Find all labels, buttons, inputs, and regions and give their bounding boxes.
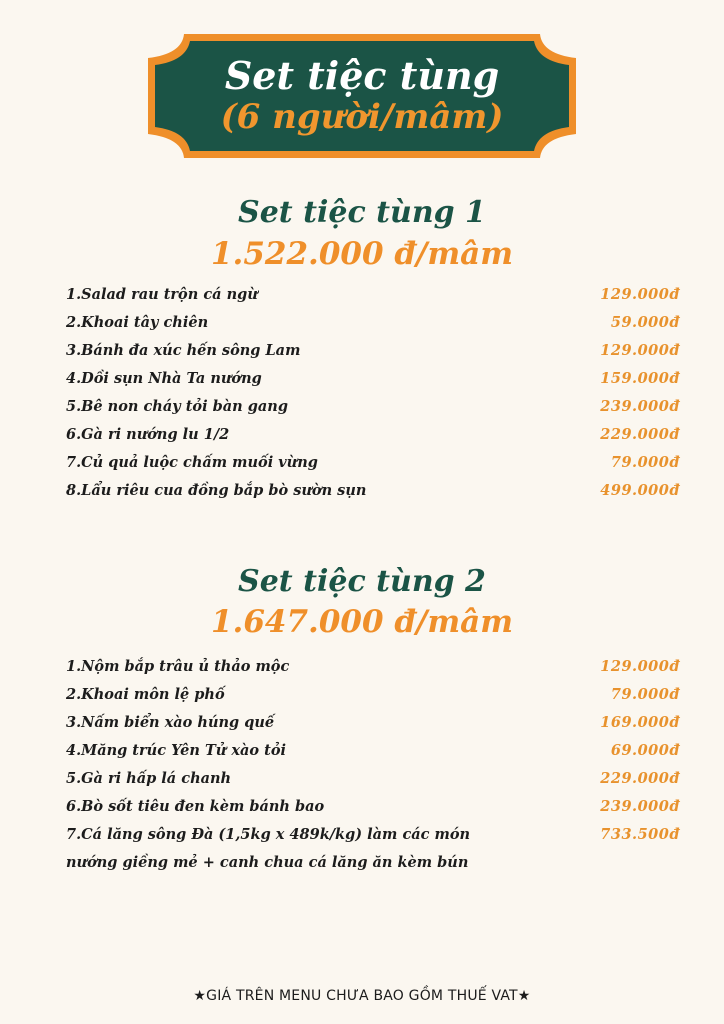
menu-item-name: 7.Củ quả luộc chấm muối vừng <box>66 454 318 471</box>
banner-subtitle: (6 người/mâm) <box>220 97 504 137</box>
menu-item-price: 229.000đ <box>600 770 680 787</box>
menu-item <box>66 314 680 342</box>
set-1-price: 1.522.000 đ/mâm <box>210 236 514 272</box>
menu-item-price: 239.000đ <box>600 398 680 415</box>
menu-item-name: 3.Nấm biển xào húng quế <box>66 714 275 731</box>
menu-item <box>66 482 680 510</box>
set-2-menu-list <box>66 658 680 882</box>
banner-title: Set tiệc tùng <box>224 53 500 98</box>
menu-item <box>66 398 680 426</box>
menu-item-name: 1.Salad rau trộn cá ngừ <box>66 286 258 303</box>
menu-item-name: 2.Khoai tây chiên <box>66 314 209 331</box>
menu-item <box>66 770 680 798</box>
menu-item <box>66 454 680 482</box>
set-1-menu-list <box>66 286 680 510</box>
menu-item-name: 7.Cá lăng sông Đà (1,5kg x 489k/kg) làm các món <box>66 826 471 843</box>
set-2-price: 1.647.000 đ/mâm <box>210 604 514 640</box>
menu-item-name: 5.Gà ri hấp lá chanh <box>66 770 232 787</box>
menu-item-name: 4.Dồi sụn Nhà Ta nướng <box>66 370 262 387</box>
menu-item <box>66 342 680 370</box>
menu-item <box>66 658 680 686</box>
menu-item-price: 129.000đ <box>600 658 680 675</box>
menu-item-price: 733.500đ <box>600 826 680 843</box>
menu-item-price: 129.000đ <box>600 286 680 303</box>
menu-item-price: 229.000đ <box>600 426 680 443</box>
menu-item-name: 3.Bánh đa xúc hến sông Lam <box>66 342 301 359</box>
menu-item-continuation: nướng giềng mẻ + canh chua cá lăng ăn kèm bún <box>66 854 469 871</box>
menu-item-price: 239.000đ <box>600 798 680 815</box>
menu-item-price: 59.000đ <box>610 314 680 331</box>
menu-item-name: 6.Gà ri nướng lu 1/2 <box>66 426 230 443</box>
menu-item <box>66 370 680 398</box>
menu-item <box>66 686 680 714</box>
set-2-title: Set tiệc tùng 2 <box>238 564 486 599</box>
menu-item-name: 8.Lẩu riêu cua đồng bắp bò sườn sụn <box>66 482 367 499</box>
menu-item <box>66 714 680 742</box>
menu-item <box>66 742 680 770</box>
menu-item-price: 79.000đ <box>610 454 680 471</box>
menu-item-price: 499.000đ <box>600 482 680 499</box>
menu-item <box>66 426 680 454</box>
menu-item-price: 159.000đ <box>600 370 680 387</box>
vat-notice: ★GIÁ TRÊN MENU CHƯA BAO GỒM THUẾ VAT★ <box>193 988 531 1004</box>
menu-item-name: 4.Măng trúc Yên Tử xào tỏi <box>66 742 286 759</box>
menu-item-price: 169.000đ <box>600 714 680 731</box>
menu-header-banner <box>144 30 580 162</box>
menu-item-price: 69.000đ <box>610 742 680 759</box>
menu-item <box>66 798 680 826</box>
menu-item-name: 1.Nộm bắp trâu ủ thảo mộc <box>66 658 290 675</box>
menu-item-price: 79.000đ <box>610 686 680 703</box>
menu-item-name: 2.Khoai môn lệ phố <box>66 686 225 703</box>
menu-item-name: 5.Bê non cháy tỏi bàn gang <box>66 398 288 415</box>
set-1-title: Set tiệc tùng 1 <box>238 195 486 230</box>
menu-item <box>66 286 680 314</box>
menu-item-name: 6.Bò sốt tiêu đen kèm bánh bao <box>66 798 325 815</box>
menu-item <box>66 826 680 854</box>
menu-item-price: 129.000đ <box>600 342 680 359</box>
